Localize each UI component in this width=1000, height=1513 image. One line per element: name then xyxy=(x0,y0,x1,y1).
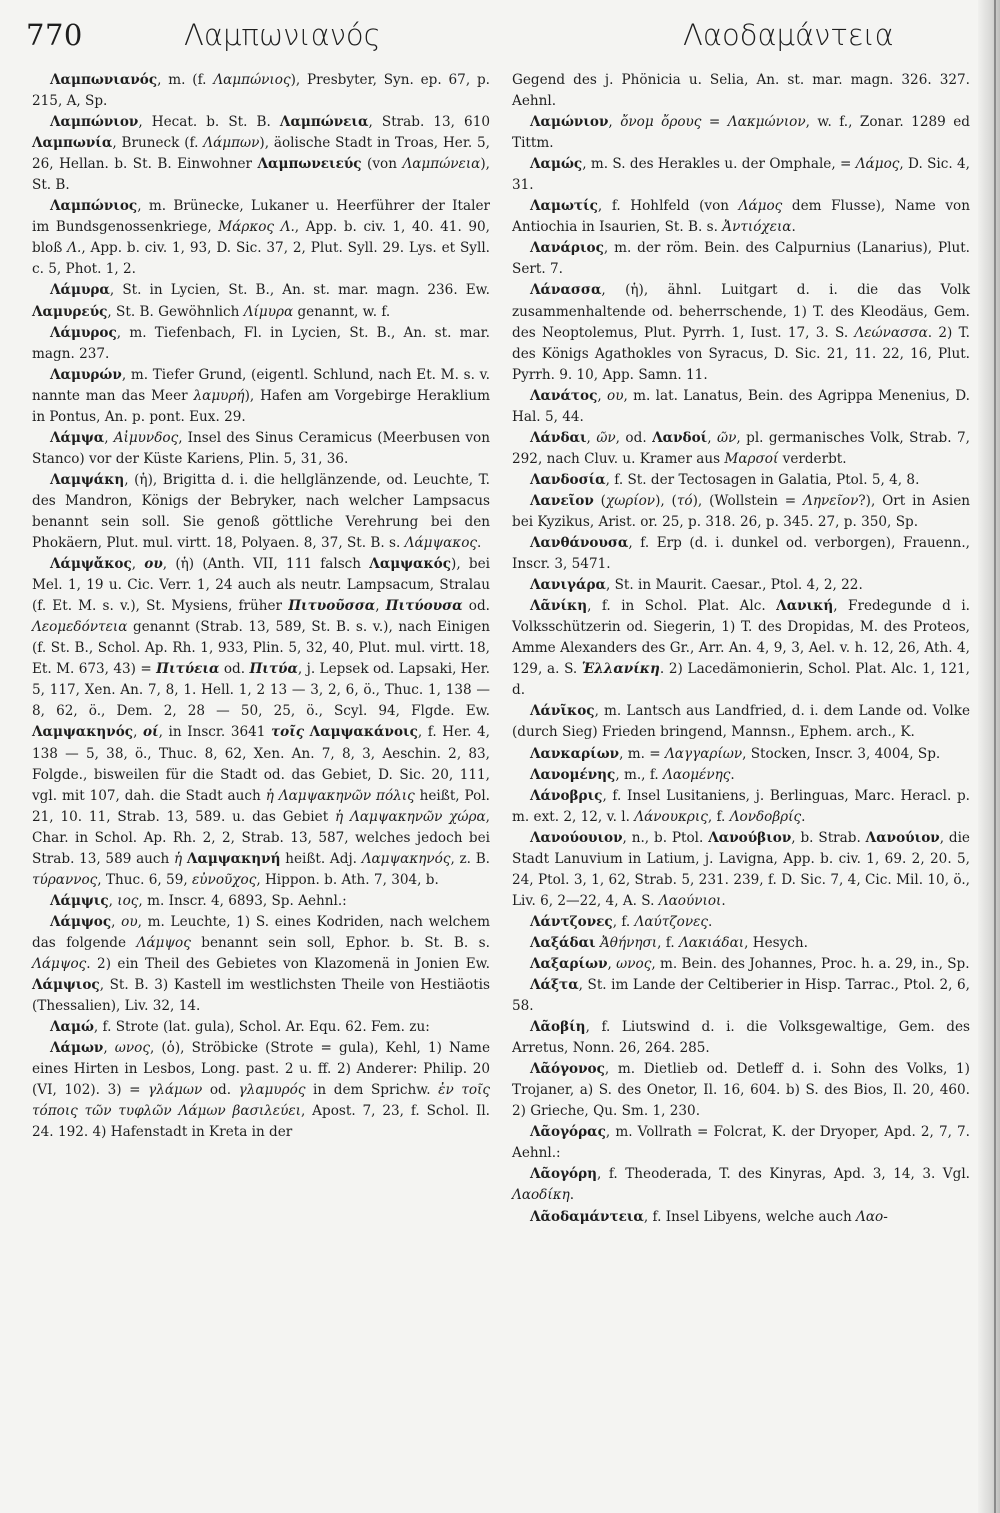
headword: Λανδοί xyxy=(652,429,708,446)
entry-text: , m. Inscr. 4, 6893, Sp. Aehnl.: xyxy=(138,892,347,909)
entry-text: , Hippon. b. Ath. 7, 304, b. xyxy=(256,871,439,888)
entry-text: , pl. germanisches Volk, Strab. 7, 292, nach Cluv. u. Kramer aus xyxy=(512,429,970,467)
dictionary-entry xyxy=(512,933,970,954)
entry-text: = xyxy=(701,114,728,131)
headword: Λανούιον xyxy=(865,829,940,846)
page-edge-line xyxy=(994,0,996,1513)
entry-text: , xyxy=(108,892,118,909)
dictionary-entry xyxy=(512,765,970,786)
entry-text: Gegend des j. Phönicia u. Selia, An. st. mar. magn. 326. 327. Aehnl. xyxy=(512,72,970,110)
dictionary-entry xyxy=(32,1038,490,1143)
entry-text: ), Presbyter, Syn. ep. 67, p. 215, A, Sp. xyxy=(32,72,490,110)
greek-reference: Λάμψακος xyxy=(404,535,478,552)
greek-reference: Λακιάδαι xyxy=(678,934,745,951)
headword: Λαμψακηνή xyxy=(186,850,281,867)
entry-text: , m. = xyxy=(619,745,665,762)
entry-text: , xyxy=(707,429,717,446)
headword: Λάνῖκος xyxy=(530,703,595,720)
entry-text: , St. im Lande der Celtiberier in Hisp. Tarrac., Ptol. 2, 6, 58. xyxy=(512,977,970,1015)
entry-text: ), Hafen am Vorgebirge Heraklium in Pontus, An. p. pont. Eux. 29. xyxy=(32,387,490,425)
greek-reference: Λάμψος xyxy=(136,934,191,951)
entry-text: , m. der röm. Bein. des Calpurnius (Lanarius), Plut. Sert. 7. xyxy=(512,240,970,278)
page-number: 770 xyxy=(26,18,83,52)
dictionary-entry xyxy=(512,238,970,280)
entry-text: genannt, w. f. xyxy=(293,303,391,320)
dictionary-entry xyxy=(512,386,970,428)
entry-text: , Hecat. b. St. B. xyxy=(138,114,280,131)
entry-text: , Stocken, Inscr. 3, 4004, Sp. xyxy=(742,745,941,762)
entry-text: , (ἡ), ähnl. Luitgart d. i. die das Volk zusammenhaltende od. beherrschende, 1) T. des Kleodäus, Gem. des Neoptolemus, Plut. Pyrrh. 1, Iust. 17, 3. S. xyxy=(512,282,970,341)
dictionary-entry xyxy=(512,912,970,933)
headword: Λᾶνίκη xyxy=(530,598,588,615)
headword: Λαμυρών xyxy=(50,366,122,383)
greek-reference: ωνος xyxy=(616,955,652,972)
dictionary-entry xyxy=(32,70,490,112)
entry-text: , xyxy=(111,913,122,930)
greek-reference: Λαμψακηνός xyxy=(361,850,451,867)
dictionary-entry xyxy=(32,280,490,322)
headword: Λᾶοβίη xyxy=(530,1019,586,1036)
running-head-right: Λαοδαμάντεια xyxy=(683,18,894,52)
entry-text: , m. Tiefenbach, Fl. in Lycien, St. B., An. st. mar. magn. 237. xyxy=(32,324,490,362)
greek-bold-italic: τοῖς xyxy=(271,724,305,741)
entry-text: , m. Dietlieb od. Detleff d. i. Sohn des Volks, 1) Trojaner, a) S. des Onetor, Il. 16, 604. b) S. des Bios, Il. 20, 460. 2) Grieche, Qu. Sm. 1, 230. xyxy=(512,1061,970,1120)
headword: Λάντζονες xyxy=(530,913,613,930)
headword: Λάμψα xyxy=(50,429,105,446)
headword: Λάνασσα xyxy=(530,282,602,299)
greek-reference: Μάρκος Λ. xyxy=(218,219,295,236)
greek-reference: Λάμος xyxy=(855,156,900,173)
entry-text: , f. Her. 4, 138 — 5, 38, ö., Thuc. 8, 62, Xen. An. 7, 8, 3, Aeschin. 2, 83, Folgde., bisweilen für die Stadt od. das Gebiet, D. Sic. 20, 111, vgl. mit 107, dah. die Stadt auch xyxy=(32,724,490,804)
greek-reference: Λάνουκρις xyxy=(634,808,708,825)
headword: Λαμψακάνοις xyxy=(309,724,418,741)
entry-text: (von xyxy=(361,156,403,173)
entry-text: ?), Ort in Asien bei Kyzikus, Arist. or. 25, p. 318. 26, p. 345. 27, p. 350, Sp. xyxy=(512,492,971,530)
headword: Λᾶογόρας xyxy=(530,1124,606,1141)
headword: Λάμψος xyxy=(50,913,112,930)
entry-text: , f. xyxy=(612,913,635,930)
entry-text: , w. f., Zonar. 1289 ed Tittm. xyxy=(512,114,970,152)
headword: Λαμπώνιος xyxy=(50,198,138,215)
entry-text: , xyxy=(586,429,597,446)
headword: Λαξαρίων xyxy=(530,955,608,972)
entry-text: , Thuc. 6, 59, xyxy=(97,871,192,888)
headword: Λᾶογόρη xyxy=(530,1166,598,1183)
headword: Λάμυρα xyxy=(50,282,110,299)
greek-reference: Λαο- xyxy=(856,1208,888,1225)
entry-text: benannt sein soll, Ephor. b. St. B. s. xyxy=(190,934,490,951)
greek-bold-italic: ου xyxy=(144,556,163,573)
dictionary-entry xyxy=(32,112,490,196)
entry-text: , f. in Schol. Plat. Alc. xyxy=(587,598,777,615)
entry-text: , xyxy=(607,955,617,972)
entry-text: , Insel des Sinus Ceramicus (Meerbusen von Stanco) vor der Küste Kariens, Plin. 5, 31, 36. xyxy=(32,429,490,467)
entry-text: dem Flusse), Name von Antiochia in Isaurien, St. B. s. xyxy=(512,198,970,236)
greek-reference: Μαρσοί xyxy=(724,450,779,467)
entry-text: od. xyxy=(219,661,250,678)
entry-text: , xyxy=(597,387,608,404)
greek-reference: Λαομένης xyxy=(663,766,731,783)
headword: Λαμψάκη xyxy=(50,471,125,488)
greek-reference: λαμυρή xyxy=(193,387,245,404)
entry-text: , m. Vollrath = Folcrat, K. der Dryoper, Apd. 2, 7, 7. Aehnl.: xyxy=(512,1124,970,1162)
entry-text: , f. Theoderada, T. des Kinyras, Apd. 3, 14, 3. Vgl. xyxy=(597,1166,970,1183)
dictionary-entry xyxy=(32,323,490,365)
greek-reference: ῶν xyxy=(717,429,737,446)
greek-reference: Λεώνασσα xyxy=(854,324,928,341)
dictionary-entry xyxy=(32,470,490,554)
dictionary-entry xyxy=(512,701,970,743)
headword: Λαμπώνεια xyxy=(279,114,369,131)
dictionary-entry xyxy=(512,112,970,154)
entry-text: , die Stadt Lanuvium in Latium, j. Lavigna, App. b. civ. 1, 69. 2, 20. 5, 24, Ptol. 3, 1, 62, Strab. 5, 231. 239, f. D. Sic. 7, 4, Cic. Mil. 10, ö., Liv. 6, 2—22, 4, A. S. xyxy=(512,829,970,909)
entry-text: heißt, Pol. 21, 10. 11, Strab. 13, 589. u. das Gebiet xyxy=(32,787,490,825)
left-column xyxy=(32,70,490,1143)
greek-bold-italic: Ἑλλανίκη xyxy=(581,661,660,678)
headword: Λάμψἄκος xyxy=(50,556,132,573)
dictionary-entry xyxy=(512,196,970,238)
headword: Λανική xyxy=(776,598,834,615)
greek-reference: ὄνομ ὄρους xyxy=(620,114,702,131)
running-head-left: Λαμπωνιανός xyxy=(184,18,381,52)
greek-reference: Ἀθήνησι xyxy=(599,934,658,951)
entry-text: ), (Wollstein = xyxy=(692,492,804,509)
entry-text: . 2) ein Theil des Gebietes von Klazomenä in Jonien Ew. xyxy=(86,955,490,972)
entry-text: , m. Lantsch aus Landfried, d. i. dem Lande od. Volke (durch Sieg) Frieden bringend, Mannsn., Ephem. arch., K. xyxy=(512,703,970,741)
headword: Λάνδαι xyxy=(530,429,587,446)
dictionary-entry xyxy=(512,1164,970,1206)
entry-text: , m. (f. xyxy=(157,72,214,88)
headword: Λάνοβρις xyxy=(530,787,603,804)
entry-text: , m. Brünecke, Lukaner u. Heerführer der Italer im Bundsgenossenkriege, xyxy=(32,198,490,236)
headword: Λαμώ xyxy=(50,1019,94,1036)
entry-text: , Hesych. xyxy=(744,934,808,951)
dictionary-entry xyxy=(512,828,970,912)
greek-reference: γλάμων xyxy=(148,1082,203,1099)
entry-text: , m. Bein. des Johannes, Proc. h. a. 29, in., Sp. xyxy=(651,955,970,972)
dictionary-entry xyxy=(512,1207,970,1228)
entry-text: , (ἡ) (Anth. VII, 111 falsch xyxy=(162,556,370,573)
headword: Λαμπωνειεύς xyxy=(257,156,362,173)
headword: Λαμψακός xyxy=(369,556,452,573)
greek-reference: Λαύτζονες xyxy=(634,913,709,930)
entry-text: , Strab. 13, 610 xyxy=(368,114,490,131)
entry-text: . 2) Lacedämonierin, Schol. Plat. Alc. 1, 121, d. xyxy=(512,661,970,699)
headword: Λαμπωνία xyxy=(32,135,113,152)
entry-text: , xyxy=(133,724,143,741)
entry-text: , St. in Maurit. Caesar., Ptol. 4, 2, 22. xyxy=(605,577,863,594)
greek-reference: ἐν τοῖς τόποις τῶν τυφλῶν Λάμων βασιλεύει xyxy=(32,1082,490,1120)
greek-bold-italic: οί xyxy=(142,724,159,741)
entry-text: ( xyxy=(593,492,606,509)
greek-reference: Λονδοβρίς xyxy=(729,808,802,825)
entry-text: , z. B. xyxy=(450,850,491,867)
dictionary-entry xyxy=(32,1017,490,1038)
entry-text: , f. Insel Libyens, welche auch xyxy=(643,1208,857,1225)
greek-reference: ου xyxy=(121,913,138,930)
headword: Λάξτα xyxy=(530,977,579,994)
dictionary-entry xyxy=(32,428,490,470)
greek-reference: Λαούνιοι xyxy=(658,892,722,909)
entry-text: , St. in Lycien, St. B., An. st. mar. magn. 236. Ew. xyxy=(109,282,490,299)
dictionary-entry xyxy=(32,365,490,428)
entry-text: , m. Tiefer Grund, (eigentl. Schlund, nach Et. M. s. v. nannte man das Meer xyxy=(32,366,490,404)
dictionary-entry xyxy=(512,491,970,533)
entry-text: , in Inscr. 3641 xyxy=(158,724,271,741)
headword: Λαμψακηνός xyxy=(32,724,134,741)
greek-reference: Αἰμυνδος xyxy=(113,429,179,446)
entry-text: . xyxy=(721,892,726,909)
dictionary-entry xyxy=(512,428,970,470)
dictionary-entry xyxy=(32,891,490,912)
entry-text: od. xyxy=(202,1082,239,1099)
page-header xyxy=(26,18,966,58)
entry-text: , j. Lepsek od. Lapsaki, Her. 5, 117, Xen. An. 7, 8, 1. Hell. 1, 2 13 — 3, 2, 6, ö., Thuc. 1, 138 — 8, 62, ö., Dem. 2, 28 — 50, 25, ö., Scyl. 94, Flgde. Ew. xyxy=(32,661,490,720)
entry-text: , Char. in Schol. Ap. Rh. 2, 2, Strab. 13, 587, welches jedoch bei Strab. 13, 589 auch xyxy=(32,808,490,867)
entry-text: , b. Strab. xyxy=(791,829,866,846)
greek-reference: ου xyxy=(607,387,624,404)
greek-reference: ῶν xyxy=(596,429,616,446)
greek-bold-italic: Πιτυοῦσσα xyxy=(288,598,376,615)
headword: Λαμώνιον xyxy=(530,114,609,131)
entry-text: , Apost. 7, 23, f. Schol. Il. 24. 192. 4) Hafenstadt in Kreta in der xyxy=(32,1103,491,1141)
greek-reference: Λακμώνιον xyxy=(727,114,806,131)
dictionary-entry xyxy=(512,975,970,1017)
entry-text: , m., f. xyxy=(615,766,664,783)
greek-reference: εὐνοῦχος xyxy=(192,871,257,888)
entry-text: , App. b. civ. 1, 40. 41. 90, bloß xyxy=(32,219,490,257)
dictionary-entry xyxy=(512,596,970,701)
entry-text: heißt. Adj. xyxy=(280,850,362,867)
headword: Λανάριος xyxy=(530,240,604,257)
entry-text: , (ὁ), Ströbicke (Strote = gula), Kehl, 1) Name eines Hirten in Lesbos, Long. past. 2 u. ff. 2) Anderer: Philip. 20 (VI, 102). 3) = xyxy=(32,1040,490,1099)
entry-continuation xyxy=(512,70,970,112)
greek-reference: τύραννος xyxy=(32,871,98,888)
entry-text: , xyxy=(104,429,114,446)
dictionary-entry xyxy=(512,744,970,765)
entry-text: ), St. B. xyxy=(32,156,490,194)
dictionary-entry xyxy=(32,196,490,280)
entry-text: , xyxy=(608,114,621,131)
greek-reference: ἡ Λαμψακηνῶν χώρα xyxy=(335,808,486,825)
greek-reference: Λ. xyxy=(67,240,82,257)
headword: Λανομένης xyxy=(530,766,616,783)
greek-reference: Λάμψος xyxy=(32,955,87,972)
dictionary-entry xyxy=(512,470,970,491)
entry-text: , xyxy=(103,1040,115,1057)
dictionary-entry xyxy=(512,575,970,596)
entry-text: , App. b. civ. 1, 93, D. Sic. 37, 2, Plut. Syll. 29. Lys. et Syll. c. 5, Phot. 1, 2. xyxy=(32,240,490,278)
entry-text: ), äolische Stadt in Troas, Her. 5, 26, Hellan. b. St. B. Einwohner xyxy=(32,135,490,173)
greek-reference: Λεομεδόντεια xyxy=(32,619,128,636)
greek-reference: Λαγγαρίων xyxy=(664,745,743,762)
greek-reference: Ληνεῖον xyxy=(803,492,859,509)
headword: Λανούβιον xyxy=(708,829,792,846)
greek-reference: Λάμπων xyxy=(203,135,260,152)
entry-text: , St. B. 3) Kastell im westlichsten Theile von Hestiäotis (Thessalien), Liv. 32, 14. xyxy=(32,977,490,1015)
headword: Λανιγάρα xyxy=(530,577,606,594)
headword: Λᾶόγονος xyxy=(530,1061,605,1078)
entry-text: , (ἡ), Brigitta d. i. die hellglänzende, od. Leuchte, T. des Mandron, Königs der Bebryker, nach welcher Lampsacus benannt sein soll. Sie genoß göttliche Verehrung bei den Phokäern, Plut. mul. virtt. 18, Polyaen. 8, 37, St. B. s. xyxy=(32,471,490,552)
dictionary-entry xyxy=(512,1017,970,1059)
greek-reference: Ἀντιόχεια xyxy=(722,219,792,236)
entry-text: , St. B. Gewöhnlich xyxy=(107,303,244,320)
greek-reference: ἡ Λαμψακηνῶν πόλις xyxy=(265,787,415,804)
entry-text: , n., b. Ptol. xyxy=(622,829,709,846)
entry-text: , f. xyxy=(707,808,730,825)
entry-text: ), ( xyxy=(655,492,677,509)
headword: Λάμων xyxy=(50,1040,104,1057)
entry-text: . xyxy=(569,1187,575,1204)
dictionary-entry xyxy=(512,786,970,828)
entry-text: ), bei Mel. 1, 19 u. Cic. Verr. 1, 24 auch als neutr. Lampsacum, Stralau (f. Et. M. s. v.), St. Mysiens, früher xyxy=(32,556,490,615)
headword: Λανούουιον xyxy=(530,829,623,846)
headword: Λανεῖον xyxy=(530,492,594,509)
greek-bold-italic: Πιτύουσα xyxy=(385,598,463,615)
headword: Λαμπώνιον xyxy=(50,114,139,131)
entry-text: genannt (Strab. 13, 589, St. B. s. v.), nach Einigen (f. St. B., Schol. Ap. Rh. 1, 933, Plin. 5, 32, 40, Plut. mul. virtt. 18, Et. M. 673, 43) = xyxy=(32,619,490,678)
greek-reference: τό xyxy=(676,492,693,509)
greek-reference: γλαμυρός xyxy=(238,1082,306,1099)
entry-text: . xyxy=(801,808,806,825)
entry-text: , f. Hohlfeld (von xyxy=(597,198,739,215)
headword: Λαμυρεύς xyxy=(32,303,108,320)
entry-text: , m. lat. Lanatus, Bein. des Agrippa Menenius, D. Hal. 5, 44. xyxy=(512,387,970,425)
entry-text: , Fredegunde d i. Volksschützerin od. Siegerin, 1) T. des Dropidas, M. des Proteos, Amme Alexanders des Gr., Arr. An. 4, 9, 3, Ael. v. h. 12, 26, Ath. 4, 129, a. S. xyxy=(512,598,970,678)
entry-text: , xyxy=(131,556,145,573)
greek-reference: ἡ xyxy=(174,850,183,867)
greek-reference: ωνος xyxy=(114,1040,150,1057)
headword: Λανδοσία xyxy=(530,471,606,488)
dictionary-entry xyxy=(512,533,970,575)
entry-text: od. xyxy=(462,598,490,615)
headword: Λαμπωνιανός xyxy=(50,72,158,88)
headword: Λαμώς xyxy=(530,156,583,173)
dictionary-entry xyxy=(32,912,490,1017)
headword: Λανκαρίων xyxy=(530,745,620,762)
entry-text: . xyxy=(730,766,735,783)
entry-text: , f. Erp (d. i. dunkel od. verborgen), Frauenn., Inscr. 3, 5471. xyxy=(512,535,970,573)
greek-reference: ιος xyxy=(117,892,139,909)
dictionary-entry xyxy=(512,1122,970,1164)
headword: Λάμυρος xyxy=(50,324,117,341)
greek-reference: Λίμυρα xyxy=(243,303,294,320)
greek-reference: Λαμπώνιος xyxy=(213,72,291,88)
headword: Λάμψιος xyxy=(32,977,100,994)
headword: Λάμψις xyxy=(50,892,109,909)
headword: Λαξάδαι xyxy=(530,934,596,951)
entry-text: , f. Insel Lusitaniens, j. Berlinguas, Marc. Heracl. p. m. ext. 2, 12, v. l. xyxy=(512,787,970,825)
entry-text: , f. Strote (lat. gula), Schol. Ar. Equ. 62. Fem. zu: xyxy=(93,1019,430,1036)
dictionary-entry xyxy=(512,954,970,975)
entry-text: . 2) T. des Königs Agathokles von Syracus, D. Sic. 21, 11. 22, 16, Plut. Pyrrh. 9. 10, App. Samn. 11. xyxy=(512,324,970,383)
entry-text: , od. xyxy=(615,429,653,446)
entry-text: . xyxy=(477,535,482,552)
greek-bold-italic: Πιτύεια xyxy=(156,661,220,678)
entry-text: , m. S. des Herakles u. der Omphale, = xyxy=(582,156,856,173)
headword: Λανθάνουσα xyxy=(530,535,629,552)
headword: Λᾶοδαμάντεια xyxy=(530,1208,644,1225)
dictionary-entry xyxy=(32,554,490,891)
dictionary-entry xyxy=(512,154,970,196)
entry-text: , Bruneck (f. xyxy=(112,135,204,152)
entry-text: , f. xyxy=(657,934,679,951)
greek-reference: χωρίον xyxy=(605,492,656,509)
entry-text: , f. St. der Tectosagen in Galatia, Ptol. 5, 4, 8. xyxy=(605,471,920,488)
headword: Λαμωτίς xyxy=(530,198,598,215)
page-edge-shadow xyxy=(978,0,1000,1513)
entry-text: , m. Leuchte, 1) S. eines Kodriden, nach welchem das folgende xyxy=(32,913,490,951)
greek-reference: Λαοδίκη xyxy=(512,1187,570,1204)
entry-text: , D. Sic. 4, 31. xyxy=(512,156,970,194)
entry-text: , xyxy=(375,598,386,615)
greek-bold-italic: Πιτύα xyxy=(249,661,298,678)
greek-reference: Λαμπώνεια xyxy=(402,156,481,173)
entry-text: verderbt. xyxy=(778,450,847,467)
right-column xyxy=(512,70,970,1228)
headword: Λανάτος xyxy=(530,387,598,404)
entry-text: in dem Sprichw. xyxy=(305,1082,439,1099)
entry-text: . xyxy=(708,913,713,930)
dictionary-entry xyxy=(512,1059,970,1122)
dictionary-entry xyxy=(512,280,970,385)
entry-text: . xyxy=(791,219,796,236)
greek-reference: Λάμος xyxy=(738,198,783,215)
entry-text: , f. Liutswind d. i. die Volksgewaltige, Gem. des Arretus, Nonn. 26, 264. 285. xyxy=(512,1019,970,1057)
